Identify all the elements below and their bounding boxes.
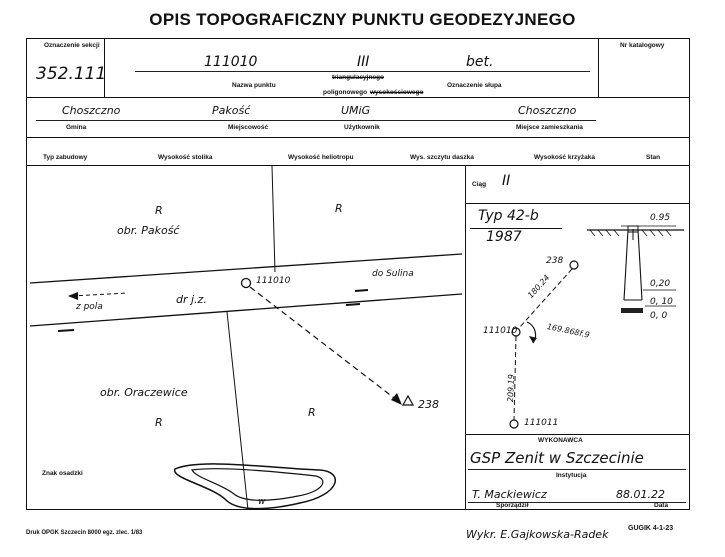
author-label: Sporządził <box>496 502 529 509</box>
residence-label: Miejsce zamieszkania <box>516 124 583 131</box>
region-r3: R <box>155 416 163 429</box>
ciag-label: Ciąg <box>472 181 487 188</box>
user-label: Użytkownik <box>344 124 380 131</box>
type-value: Typ 42-b <box>478 208 539 224</box>
company-underline <box>468 469 686 470</box>
name-label: Nazwa punktu <box>232 82 276 89</box>
institution-label: Instytucja <box>556 472 587 479</box>
to-field-label: z pola <box>76 302 103 312</box>
obr-pakosc-label: obr. Pakość <box>117 224 180 237</box>
to-sulina-label: do Sulina <box>372 269 414 279</box>
monument-right <box>638 230 642 300</box>
marker-label: Oznaczenie słupa <box>447 82 502 89</box>
triangulation-label: triangulacyjnego <box>332 74 385 81</box>
pt-238-marker <box>570 261 578 269</box>
user-value: UMiG <box>341 104 371 117</box>
region-r2: R <box>335 202 343 215</box>
depth-020: 0,20 <box>650 279 671 289</box>
dist-c-label: 209.19 <box>506 374 516 403</box>
marsh-label: Znak osadzki <box>42 470 83 477</box>
section-label: Oznaczenie sekcji <box>44 42 100 49</box>
triangle-238-marker <box>403 396 413 405</box>
sight-arrowhead <box>391 393 402 405</box>
obr-oraczewice-label: obr. Oraczewice <box>100 386 188 399</box>
ciag-value: II <box>502 173 511 189</box>
region-r4: R <box>308 406 316 419</box>
main-point-label: 111010 <box>256 276 291 286</box>
triangle-238-label: 238 <box>418 398 439 411</box>
to-field-arrow-line <box>72 293 128 296</box>
road-mark <box>355 290 368 291</box>
state-label: Stan <box>646 154 661 161</box>
executor-author: T. Mackiewicz <box>472 488 547 501</box>
leveling-label: wysokościowego <box>370 89 424 96</box>
cross-label: Wysokość krzyżaka <box>534 154 595 161</box>
executor-header: WYKONAWCA <box>538 437 583 444</box>
monument-left <box>624 230 628 300</box>
executor-company: GSP Zenit w Szczecinie <box>470 449 644 467</box>
point-number-value: 111010 <box>204 54 258 70</box>
building-label: Typ zabudowy <box>43 154 88 161</box>
year-value: 1987 <box>486 229 522 245</box>
underground-plate <box>621 308 643 313</box>
table-height-label: Wysokość stolika <box>158 154 213 161</box>
catalog-label: Nr katalogowy <box>620 42 665 49</box>
pond-inner <box>192 469 323 501</box>
depth-010: 0, 10 <box>650 297 673 307</box>
gmina-value: Choszczno <box>62 104 121 117</box>
main-point-marker <box>242 279 251 288</box>
pt-238-label: 238 <box>546 256 564 266</box>
executor-date: 88.01.22 <box>616 488 665 501</box>
pt-111011-marker <box>510 420 518 428</box>
marker-value: bet. <box>466 54 494 70</box>
w-label: w <box>258 497 266 507</box>
depth-095: 0.95 <box>650 213 671 223</box>
region-r1: R <box>155 204 163 217</box>
date-label: Data <box>654 502 669 509</box>
gmina-label: Gmina <box>66 124 87 131</box>
field-boundary-south <box>227 312 248 510</box>
locality-value: Pakość <box>212 104 251 117</box>
dist-a-label: 180.24 <box>526 273 552 301</box>
class-value: III <box>357 54 370 70</box>
made-by: Wykr. E.Gajkowska-Radek <box>466 528 609 541</box>
to-field-arrowhead <box>68 292 78 300</box>
dist-b-label: 169.868f.9 <box>546 322 591 340</box>
page-title: OPIS TOPOGRAFICZNY PUNKTU GEODEZYJNEGO <box>149 10 576 29</box>
residence-value: Choszczno <box>518 104 577 117</box>
pt-111011-label: 111011 <box>524 418 559 428</box>
road-mark <box>346 304 360 305</box>
ground-hatch <box>590 230 671 236</box>
form-code: GUGIK 4-1-23 <box>628 525 674 532</box>
pt-111010-label: 111010 <box>483 326 518 336</box>
field-boundary-north <box>272 166 275 272</box>
depth-000: 0, 0 <box>650 311 668 321</box>
heliotrope-label: Wysokość heliotropu <box>288 154 354 161</box>
section-value: 352.111 <box>36 64 107 84</box>
road-mark <box>58 330 74 331</box>
polygonal-label: poligonowego <box>323 89 368 96</box>
print-info: Druk OPGK Szczecin 8000 egz. zlec. 1/83 <box>26 530 143 536</box>
road-label: dr j.z. <box>176 293 207 306</box>
roof-label: Wys. szczytu daszka <box>410 154 474 161</box>
locality-label: Miejscowość <box>228 124 269 131</box>
